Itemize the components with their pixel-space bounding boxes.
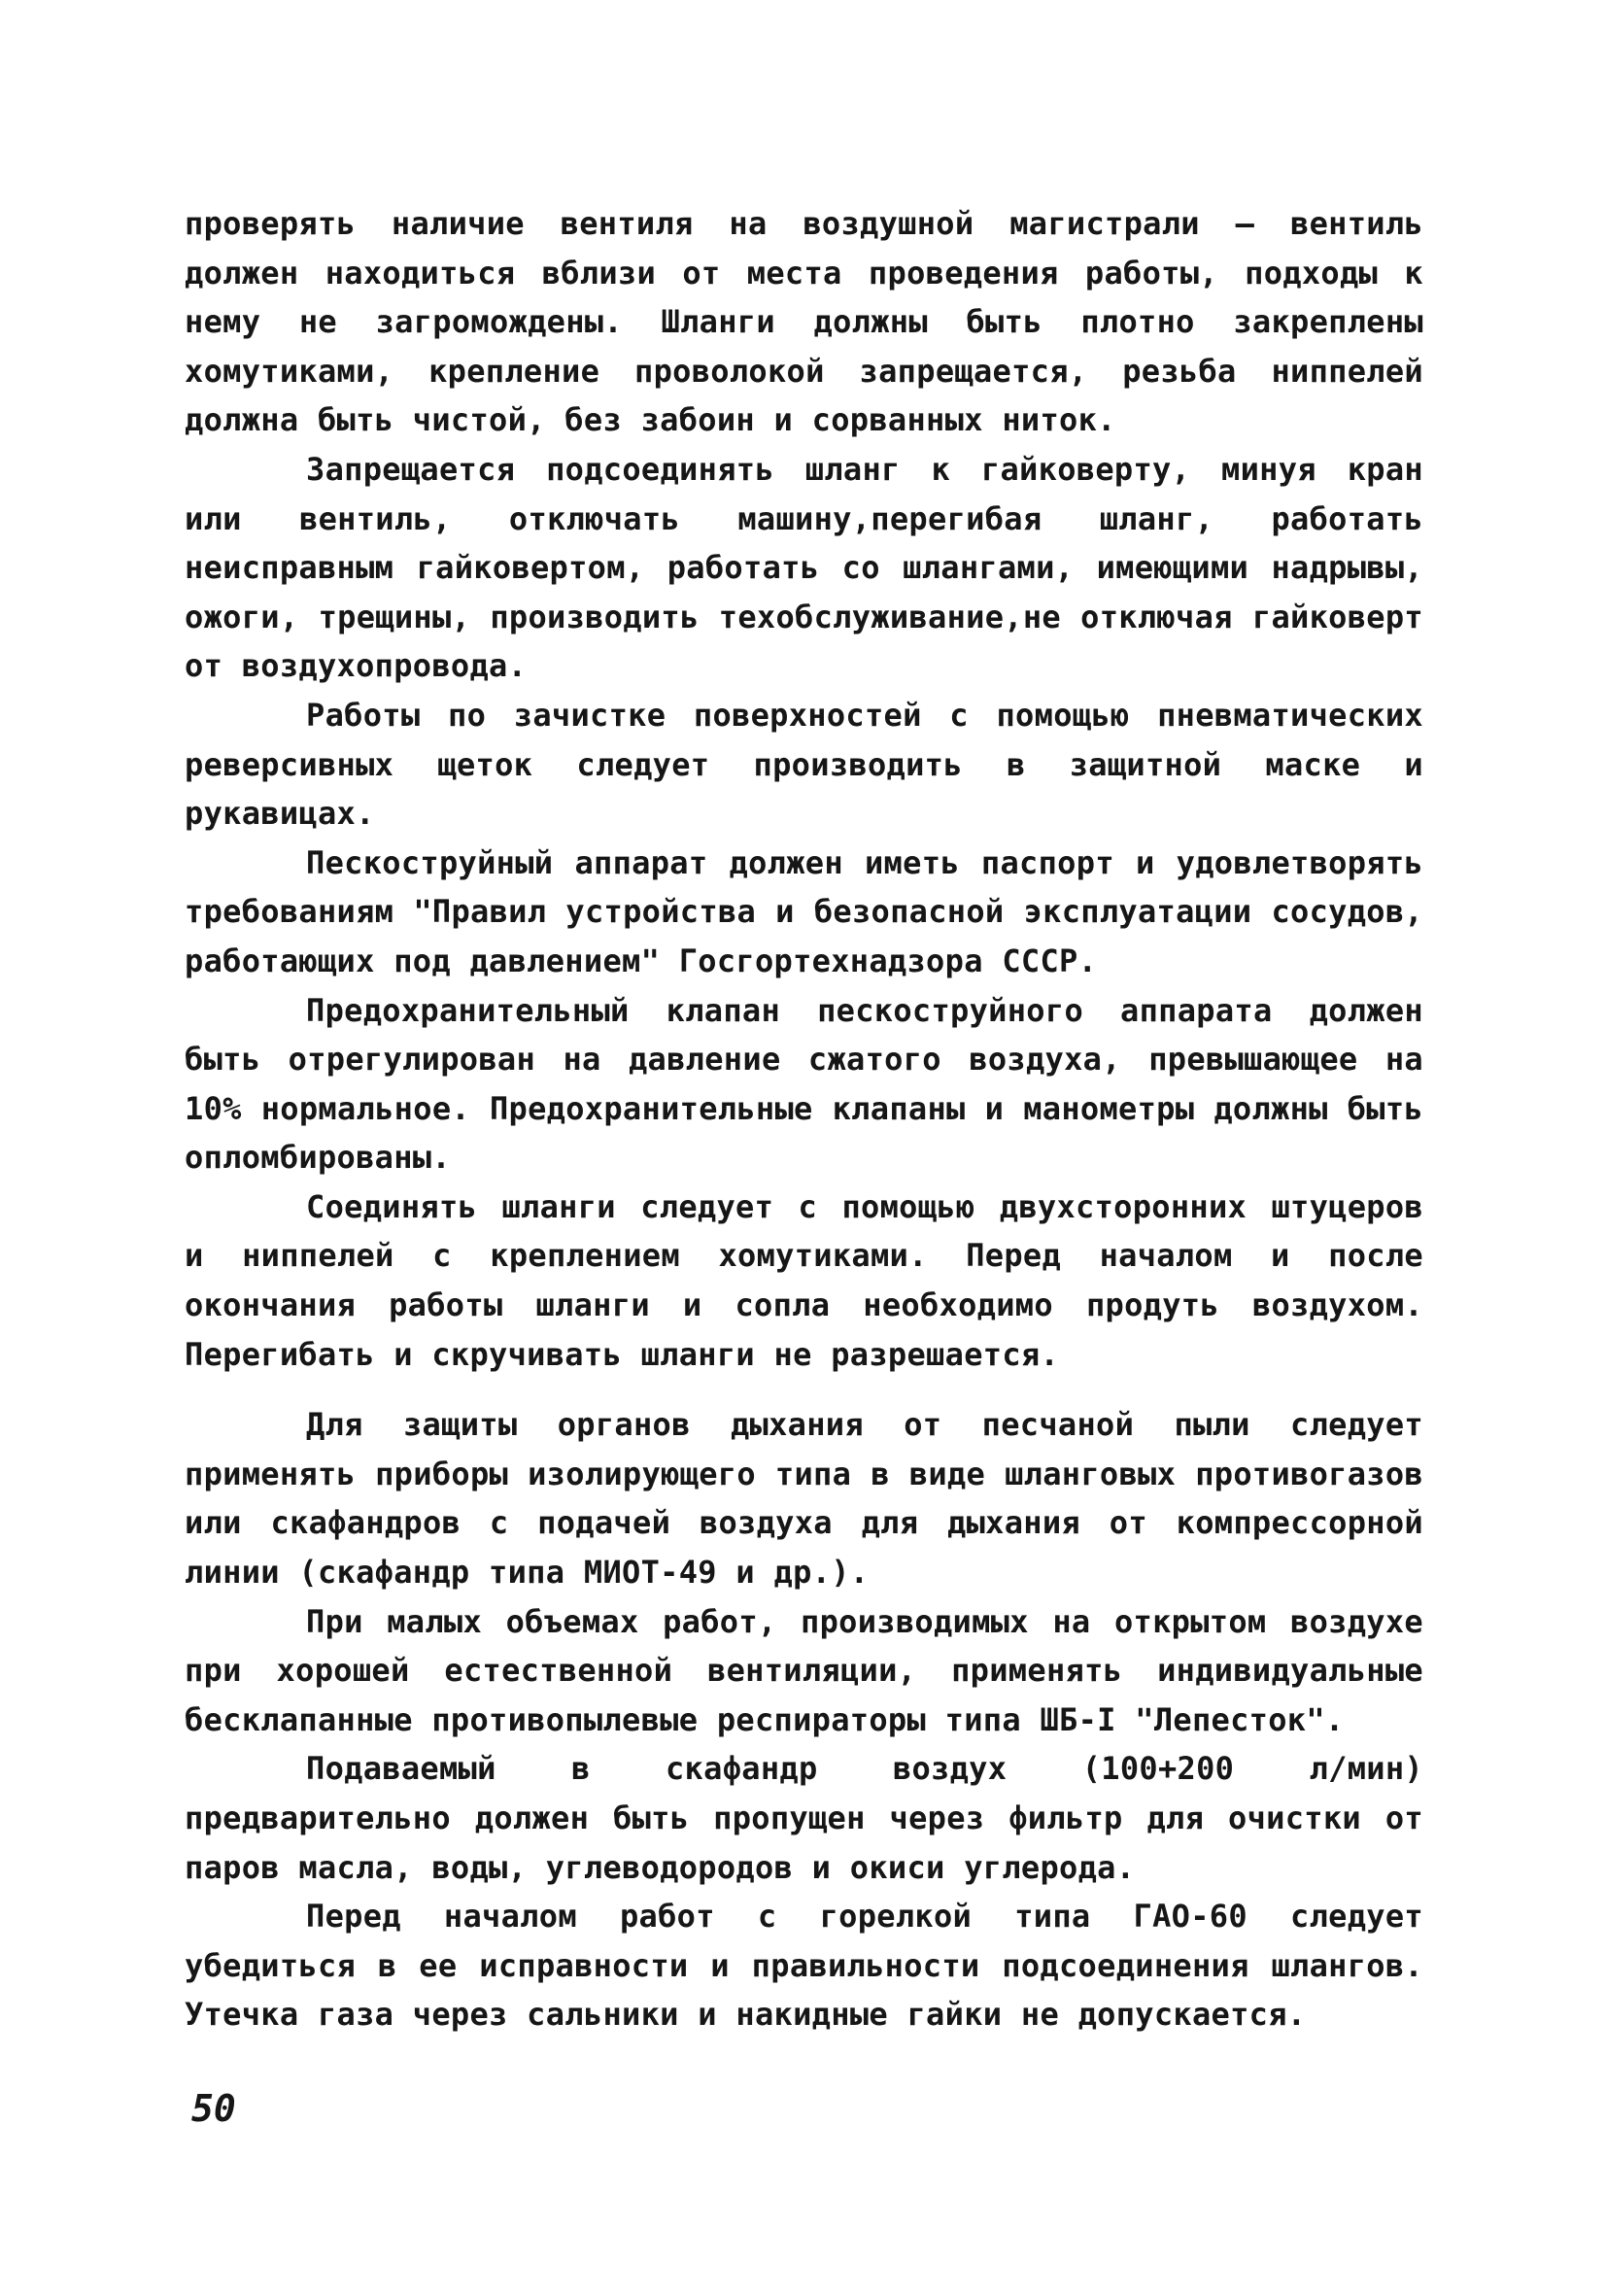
paragraph-6: Соединять шланги следует с помощью двухсторонних штуцеров и ниппелей с креплением хомутиками. Перед началом и после окончания работы шланги и сопла необходимо продуть воздухом. Перегибать и скручивать шланги не разрешается. <box>185 1187 1423 1373</box>
paragraph-7: Для защиты органов дыхания от песчаной пыли следует применять приборы изолирующего типа в виде шланговых противогазов или скафандров с подачей воздуха для дыхания от компрессорной линии (скафандр типа МИОТ-49 и др.). <box>185 1406 1423 1592</box>
paragraph-gap <box>185 1379 1423 1400</box>
paragraph-1: проверять наличие вентиля на воздушной магистрали – вентиль должен находиться вблизи от места проведения работы, подходы к нему не загромождены. Шланги должны быть плотно закреплены хомутиками, крепление проволокой запрещается, резьба ниппелей должна быть чистой, без забоин и сорванных ниток. <box>185 205 1423 439</box>
paragraph-2: Запрещается подсоединять шланг к гайковерту, минуя кран или вентиль, отключать машину,перегибая шланг, работать неисправным гайковертом, работать со шлангами, имеющими надрывы, ожоги, трещины, производить техобслуживание,не отключая гайковерт от воздухопровода. <box>185 450 1423 685</box>
paragraph-8: При малых объемах работ, производимых на открытом воздухе при хорошей естественной вентиляции, применять индивидуальные бесклапанные противопылевые респираторы типа ШБ-I "Лепесток". <box>185 1602 1423 1738</box>
paragraph-3: Работы по зачистке поверхностей с помощью пневматических реверсивных щеток следует производить в защитной маске и рукавицах. <box>185 696 1423 833</box>
page-number: 50 <box>191 2087 236 2130</box>
body-text <box>185 199 1423 2039</box>
paragraph-4: Пескоструйный аппарат должен иметь паспорт и удовлетворять требованиям "Правил устройства и безопасной эксплуатации сосудов, работающих под давлением" Госгортехнадзора СССР. <box>185 843 1423 979</box>
paragraph-10: Перед началом работ с горелкой типа ГАО-60 следует убедиться в ее исправности и правильности подсоединения шлангов. Утечка газа через сальники и накидные гайки не допускается. <box>185 1898 1423 2034</box>
paragraph-5: Предохранительный клапан пескоструйного аппарата должен быть отрегулирован на давление сжатого воздуха, превышающее на 10% нормальное. Предохранительные клапаны и манометры должны быть опломбированы. <box>185 991 1423 1177</box>
paragraph-9: Подаваемый в скафандр воздух (100+200 л/мин) предварительно должен быть пропущен через фильтр для очистки от паров масла, воды, углеводородов и окиси углерода. <box>185 1750 1423 1886</box>
